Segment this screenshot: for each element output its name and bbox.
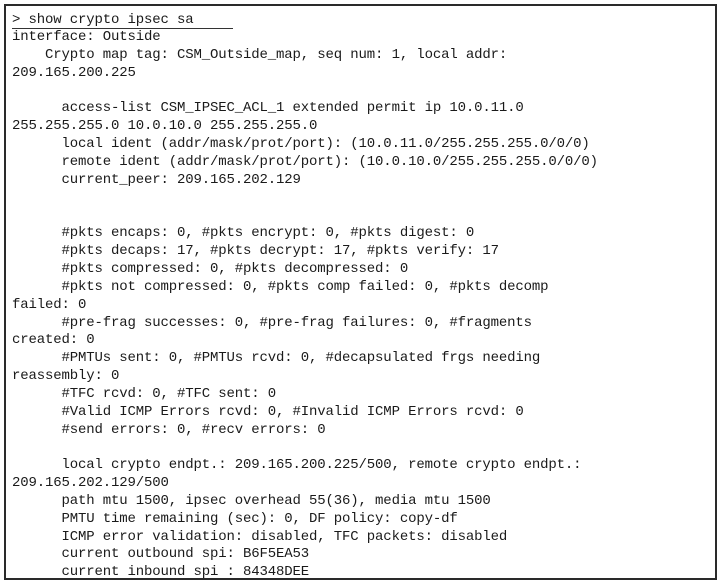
output-line — [12, 83, 711, 101]
output-line: #send errors: 0, #recv errors: 0 — [12, 421, 326, 438]
output-line: local ident (addr/mask/prot/port): (10.0.11.0/255.255.255.0/0/0) — [12, 136, 590, 153]
output-line: #Valid ICMP Errors rcvd: 0, #Invalid ICMP Errors rcvd: 0 — [12, 403, 524, 420]
output-line: 255.255.255.0 10.0.10.0 255.255.255.0 — [12, 118, 318, 135]
output-line: Crypto map tag: CSM_Outside_map, seq num: 1, local addr: — [12, 46, 508, 63]
output-line: #PMTUs sent: 0, #PMTUs rcvd: 0, #decapsulated frgs needing — [12, 350, 541, 367]
output-line: created: 0 — [12, 332, 95, 349]
output-line: #TFC rcvd: 0, #TFC sent: 0 — [12, 385, 277, 402]
output-line: remote ident (addr/mask/prot/port): (10.0.10.0/255.255.255.0/0/0) — [12, 153, 598, 170]
output-line: current outbound spi: B6F5EA53 — [12, 546, 310, 563]
output-line: access-list CSM_IPSEC_ACL_1 extended permit ip 10.0.11.0 — [12, 100, 524, 117]
output-line: local crypto endpt.: 209.165.200.225/500, remote crypto endpt.: — [12, 457, 582, 474]
output-line: current_peer: 209.165.202.129 — [12, 171, 301, 188]
output-line — [12, 190, 711, 208]
terminal-output — [12, 12, 711, 580]
output-line: interface: Outside — [12, 29, 161, 45]
output-line: path mtu 1500, ipsec overhead 55(36), media mtu 1500 — [12, 492, 491, 509]
output-line — [12, 207, 711, 225]
output-line: 209.165.200.225 — [12, 64, 136, 81]
output-line: failed: 0 — [12, 296, 87, 313]
command-line: > show crypto ipsec sa — [12, 12, 233, 29]
output-line: current inbound spi : 84348DEE — [12, 564, 310, 580]
output-line: #pkts decaps: 17, #pkts decrypt: 17, #pkts verify: 17 — [12, 243, 499, 260]
output-line: #pkts compressed: 0, #pkts decompressed: 0 — [12, 260, 409, 277]
output-line: 209.165.202.129/500 — [12, 475, 169, 492]
terminal-window — [4, 4, 717, 580]
output-line: PMTU time remaining (sec): 0, DF policy: copy-df — [12, 510, 458, 527]
output-line: ICMP error validation: disabled, TFC packets: disabled — [12, 528, 508, 545]
output-line: #pkts not compressed: 0, #pkts comp failed: 0, #pkts decomp — [12, 278, 549, 295]
output-line — [12, 439, 711, 457]
output-line: #pre-frag successes: 0, #pre-frag failures: 0, #fragments — [12, 314, 532, 331]
output-line: #pkts encaps: 0, #pkts encrypt: 0, #pkts digest: 0 — [12, 225, 475, 242]
output-line: reassembly: 0 — [12, 368, 120, 385]
